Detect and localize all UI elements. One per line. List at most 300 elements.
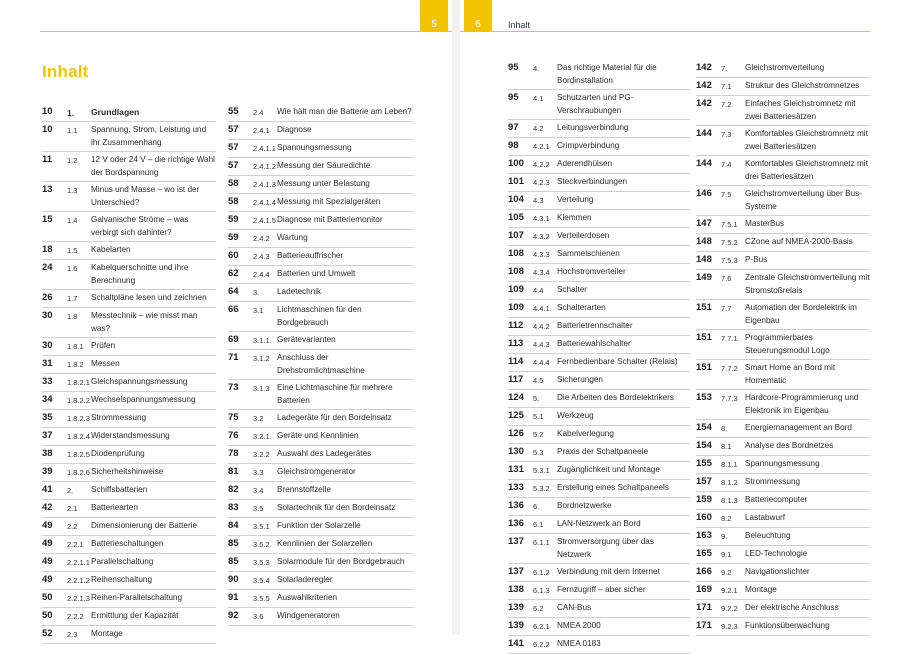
toc-section-title: MasterBus	[745, 219, 785, 228]
toc-page-number: 159	[696, 494, 712, 505]
toc-section-number: 2.3	[67, 630, 78, 639]
toc-page-number: 39	[42, 466, 53, 477]
toc-section-title: Hochstromverteiler	[557, 267, 626, 276]
toc-section-number: 7.	[721, 64, 728, 73]
toc-entry[interactable]	[228, 464, 414, 482]
toc-section-title: Erstellung eines Schaltpaneels	[557, 483, 669, 492]
toc-section-number: 4.4.1	[533, 304, 550, 313]
toc-page-number: 85	[228, 538, 239, 549]
toc-page-number: 34	[42, 394, 53, 405]
toc-entry[interactable]	[228, 428, 414, 446]
toc-entry[interactable]	[696, 126, 870, 156]
toc-section-title: Energiemanagement an Bord	[745, 423, 852, 432]
toc-entry[interactable]	[228, 266, 414, 284]
toc-entry[interactable]	[42, 590, 216, 608]
toc-section-number: 2.4.4	[253, 270, 270, 279]
toc-section-number: 2.4.1.2	[253, 162, 276, 171]
toc-entry[interactable]	[42, 410, 216, 428]
toc-section-title: Programmierbares Steuerungsmodul Logo	[745, 333, 830, 355]
toc-page-number: 113	[508, 338, 524, 349]
toc-page-number: 149	[696, 272, 712, 283]
toc-entry[interactable]	[42, 572, 216, 590]
toc-page-number: 112	[508, 320, 524, 331]
toc-page-number: 60	[228, 250, 239, 261]
toc-section-number: 2.4.1.3	[253, 180, 276, 189]
header-rule	[460, 31, 870, 32]
toc-entry[interactable]	[42, 260, 216, 290]
toc-page-number: 26	[42, 292, 53, 303]
toc-entry[interactable]	[228, 122, 414, 140]
toc-section-number: 9.2	[721, 568, 732, 577]
toc-entry[interactable]	[696, 252, 870, 270]
toc-section-title: Gleichstromverteilung über Bus-Systeme	[745, 189, 862, 211]
toc-entry[interactable]	[228, 554, 414, 572]
toc-entry[interactable]	[696, 330, 870, 360]
toc-entry[interactable]	[508, 618, 690, 636]
toc-entry[interactable]	[42, 182, 216, 212]
toc-section-title: Beleuchtung	[745, 531, 791, 540]
toc-entry[interactable]	[228, 104, 414, 122]
toc-page-number: 57	[228, 160, 239, 171]
toc-entry[interactable]	[42, 536, 216, 554]
toc-page-number: 137	[508, 536, 524, 547]
toc-entry[interactable]	[228, 446, 414, 464]
toc-section-number: 3.5.4	[253, 576, 270, 585]
toc-entry[interactable]	[696, 390, 870, 420]
toc-section-number: 3.6	[253, 612, 264, 621]
toc-entry[interactable]	[508, 426, 690, 444]
toc-entry[interactable]	[508, 264, 690, 282]
toc-entry[interactable]	[228, 482, 414, 500]
toc-page-number: 15	[42, 214, 53, 225]
toc-page-number: 126	[508, 428, 524, 439]
toc-section-title: Montage	[745, 585, 777, 594]
toc-section-number: 3.1.2	[253, 354, 270, 363]
toc-section-title: Galvanische Ströme – was verbirgt sich dahinter?	[91, 215, 189, 237]
toc-entry[interactable]	[508, 516, 690, 534]
toc-section-title: Verteilung	[557, 195, 594, 204]
toc-entry[interactable]	[228, 590, 414, 608]
toc-page-number: 144	[696, 158, 712, 169]
toc-section-title: Wechselspannungsmessung	[91, 395, 196, 404]
toc-section-title: Diagnose mit Batteriemonitor	[277, 215, 383, 224]
toc-entry[interactable]	[228, 332, 414, 350]
toc-page-number: 59	[228, 214, 239, 225]
toc-entry[interactable]	[508, 480, 690, 498]
toc-entry[interactable]	[508, 408, 690, 426]
toc-entry[interactable]	[42, 392, 216, 410]
toc-section-number: 2.2.1	[67, 540, 84, 549]
toc-page-number: 154	[696, 422, 712, 433]
toc-section-title: Geräte und Kennlinien	[277, 431, 359, 440]
toc-page-number: 148	[696, 254, 712, 265]
toc-entry[interactable]	[228, 350, 414, 380]
toc-entry[interactable]	[508, 210, 690, 228]
toc-section-title: Grundlagen	[91, 107, 140, 117]
toc-section-title: Solarladeregler	[277, 575, 333, 584]
toc-entry[interactable]	[508, 462, 690, 480]
toc-section-number: 7.7.3	[721, 394, 738, 403]
toc-section-number: 1.5	[67, 246, 78, 255]
toc-entry[interactable]	[508, 600, 690, 618]
toc-entry[interactable]	[696, 564, 870, 582]
toc-column-1	[42, 104, 216, 644]
toc-page-number: 57	[228, 142, 239, 153]
toc-section-number: 4.3.1	[533, 214, 550, 223]
toc-page-number: 114	[508, 356, 524, 367]
toc-page-number: 104	[508, 194, 524, 205]
toc-section-number: 3.5	[253, 504, 264, 513]
toc-entry[interactable]	[228, 410, 414, 428]
toc-section-number: 1.8.2.5	[67, 450, 90, 459]
toc-page-number: 11	[42, 154, 53, 165]
toc-entry[interactable]	[42, 308, 216, 338]
toc-page-number: 165	[696, 548, 712, 559]
toc-page-number: 76	[228, 430, 239, 441]
toc-section-title: Gerätevarianten	[277, 335, 336, 344]
toc-entry[interactable]	[42, 626, 216, 644]
toc-column-3	[508, 60, 690, 654]
toc-section-number: 7.5	[721, 190, 732, 199]
toc-page-number: 108	[508, 248, 524, 259]
toc-section-title: Gleichstromverteilung	[745, 63, 825, 72]
toc-entry[interactable]	[696, 216, 870, 234]
toc-entry[interactable]	[42, 464, 216, 482]
toc-page-number: 142	[696, 98, 712, 109]
toc-section-title: Batterietrennschalter	[557, 321, 633, 330]
toc-section-title: Messtechnik – wie misst man was?	[91, 311, 198, 333]
toc-entry[interactable]	[228, 140, 414, 158]
toc-page-number: 144	[696, 128, 712, 139]
toc-page-number: 108	[508, 266, 524, 277]
toc-entry[interactable]	[508, 444, 690, 462]
toc-entry[interactable]	[228, 518, 414, 536]
toc-section-title: Minus und Masse – wo ist der Unterschied?	[91, 185, 200, 207]
toc-section-title: Fernzugriff – aber sicher	[557, 585, 646, 594]
toc-entry[interactable]	[508, 564, 690, 582]
toc-page-number: 95	[508, 92, 519, 103]
toc-section-number: 1.8.2	[67, 360, 84, 369]
toc-page-number: 141	[508, 638, 524, 649]
toc-page-number: 83	[228, 502, 239, 513]
toc-section-title: CAN-Bus	[557, 603, 592, 612]
toc-section-title: P-Bus	[745, 255, 768, 264]
toc-section-title: Schiffsbatterien	[91, 485, 148, 494]
toc-entry[interactable]	[508, 228, 690, 246]
toc-entry[interactable]	[42, 338, 216, 356]
toc-section-number: 7.2	[721, 100, 732, 109]
toc-entry[interactable]	[228, 608, 414, 626]
toc-page-number: 85	[228, 556, 239, 567]
toc-page-number: 49	[42, 520, 53, 531]
toc-section-title: Messen	[91, 359, 120, 368]
toc-section-number: 7.7	[721, 304, 732, 313]
toc-entry[interactable]	[696, 528, 870, 546]
toc-entry[interactable]	[42, 554, 216, 572]
toc-section-title: Analyse des Bordnetzes	[745, 441, 834, 450]
toc-entry[interactable]	[508, 354, 690, 372]
toc-entry[interactable]	[42, 242, 216, 260]
toc-section-number: 2.4.1	[253, 126, 270, 135]
toc-section-title: Zugänglichkeit und Montage	[557, 465, 660, 474]
toc-entry[interactable]	[228, 572, 414, 590]
toc-section-title: Navigationslichter	[745, 567, 810, 576]
toc-section-title: Eine Lichtmaschine für mehrere Batterien	[277, 383, 393, 405]
toc-entry[interactable]	[228, 248, 414, 266]
toc-entry[interactable]	[228, 176, 414, 194]
toc-entry[interactable]	[696, 60, 870, 78]
toc-entry[interactable]	[42, 446, 216, 464]
toc-entry[interactable]	[228, 380, 414, 410]
toc-section-title: Spannung, Strom, Leistung und ihr Zusammenhang	[91, 125, 207, 147]
toc-section-title: Werkzeug	[557, 411, 594, 420]
toc-entry[interactable]	[696, 270, 870, 300]
toc-entry[interactable]	[696, 474, 870, 492]
toc-entry[interactable]	[42, 482, 216, 500]
toc-entry[interactable]	[508, 498, 690, 516]
toc-entry[interactable]	[696, 420, 870, 438]
toc-section-title: 12 V oder 24 V – die richtige Wahl der Bordspannung	[91, 155, 215, 177]
toc-entry[interactable]	[42, 608, 216, 626]
toc-page-number: 75	[228, 412, 239, 423]
toc-section-number: 3.2	[253, 414, 264, 423]
toc-entry[interactable]	[42, 290, 216, 308]
toc-section-number: 4.4.2	[533, 322, 550, 331]
toc-section-title: Sicherungen	[557, 375, 603, 384]
toc-section-number: 9.2.2	[721, 604, 738, 613]
toc-section-title: Wie hält man die Batterie am Leben?	[277, 107, 412, 116]
toc-section-title: Messung unter Belastung	[277, 179, 370, 188]
toc-entry[interactable]	[696, 300, 870, 330]
toc-section-title: Auswahlkriterien	[277, 593, 338, 602]
toc-section-title: Gleichspannungsmessung	[91, 377, 188, 386]
toc-entry[interactable]	[508, 636, 690, 654]
toc-section-number: 2.2.1.3	[67, 594, 90, 603]
toc-page-number: 42	[42, 502, 53, 513]
toc-entry[interactable]	[42, 212, 216, 242]
toc-entry[interactable]	[696, 186, 870, 216]
toc-section-number: 2.4	[253, 108, 264, 117]
toc-section-number: 6.1.1	[533, 538, 550, 547]
toc-entry[interactable]	[696, 438, 870, 456]
toc-entry[interactable]	[696, 618, 870, 636]
toc-section-title: Struktur des Gleichstromnetzes	[745, 81, 860, 90]
toc-section-number: 2.2.1.1	[67, 558, 90, 567]
toc-section-number: 4.4	[533, 286, 544, 295]
toc-section-title: Einfaches Gleichstromnetz mit zwei Batteriesätzen	[745, 99, 856, 121]
toc-entry[interactable]	[42, 428, 216, 446]
toc-page-number: 151	[696, 332, 712, 343]
toc-entry[interactable]	[508, 582, 690, 600]
toc-page-number: 52	[42, 628, 53, 639]
toc-section-title: Spannungsmessung	[745, 459, 820, 468]
toc-section-number: 9.2.3	[721, 622, 738, 631]
toc-section-title: Funktionsüberwachung	[745, 621, 830, 630]
toc-entry[interactable]	[228, 194, 414, 212]
toc-entry[interactable]	[42, 104, 216, 122]
toc-section-number: 1.1	[67, 126, 78, 135]
toc-entry[interactable]	[508, 138, 690, 156]
toc-section-title: Kabelquerschnitte und ihre Berechnung	[91, 263, 189, 285]
toc-section-number: 4.3	[533, 196, 544, 205]
toc-page-number: 109	[508, 302, 524, 313]
toc-entry[interactable]	[696, 582, 870, 600]
toc-section-number: 6.1.3	[533, 586, 550, 595]
toc-page-number: 31	[42, 358, 53, 369]
toc-section-number: 3.1.1	[253, 336, 270, 345]
header-rule	[40, 31, 452, 32]
toc-entry[interactable]	[508, 156, 690, 174]
toc-page-number: 49	[42, 538, 53, 549]
toc-entry[interactable]	[696, 78, 870, 96]
toc-page-number: 105	[508, 212, 524, 223]
toc-section-number: 6.	[533, 502, 540, 511]
toc-section-title: Smart Home an Bord mit Homematic	[745, 363, 836, 385]
toc-section-number: 3.2.2	[253, 450, 270, 459]
toc-section-number: 5.3	[533, 448, 544, 457]
toc-page-number: 10	[42, 124, 53, 135]
toc-page-number: 160	[696, 512, 712, 523]
toc-entry[interactable]	[696, 96, 870, 126]
toc-entry[interactable]	[508, 90, 690, 120]
toc-entry[interactable]	[508, 282, 690, 300]
toc-entry[interactable]	[228, 302, 414, 332]
toc-entry[interactable]	[696, 456, 870, 474]
toc-entry[interactable]	[696, 360, 870, 390]
toc-section-title: CZone auf NMEA-2000-Basis	[745, 237, 853, 246]
toc-entry[interactable]	[42, 356, 216, 374]
toc-section-number: 8.	[721, 424, 728, 433]
page-number-tab: 5	[420, 0, 448, 32]
toc-section-number: 5.1	[533, 412, 544, 421]
toc-section-number: 7.6	[721, 274, 732, 283]
toc-page-number: 166	[696, 566, 712, 577]
toc-section-title: Diodenprüfung	[91, 449, 145, 458]
toc-entry[interactable]	[696, 234, 870, 252]
toc-page-number: 171	[696, 602, 712, 613]
toc-section-title: Strommessung	[745, 477, 801, 486]
toc-page-number: 157	[696, 476, 712, 487]
toc-section-number: 2.4.1.4	[253, 198, 276, 207]
toc-section-number: 7.5.1	[721, 220, 738, 229]
toc-entry[interactable]	[508, 534, 690, 564]
toc-page-number: 107	[508, 230, 524, 241]
toc-entry[interactable]	[508, 372, 690, 390]
toc-section-title: LAN-Netzwerk an Bord	[557, 519, 641, 528]
toc-section-number: 4.1	[533, 94, 544, 103]
toc-section-title: Batterien und Umwelt	[277, 269, 356, 278]
toc-entry[interactable]	[42, 122, 216, 152]
toc-section-number: 3.5.2	[253, 540, 270, 549]
toc-page-number: 101	[508, 176, 524, 187]
toc-section-number: 2.4.1.5	[253, 216, 276, 225]
toc-section-number: 4.2.1	[533, 142, 550, 151]
toc-page-number: 57	[228, 124, 239, 135]
toc-page-number: 131	[508, 464, 524, 475]
toc-section-title: Reihenschaltung	[91, 575, 152, 584]
toc-entry[interactable]	[508, 120, 690, 138]
toc-entry[interactable]	[228, 158, 414, 176]
toc-section-title: Messung der Säuredichte	[277, 161, 371, 170]
toc-page-number: 37	[42, 430, 53, 441]
toc-entry[interactable]	[508, 174, 690, 192]
toc-entry[interactable]	[508, 390, 690, 408]
toc-section-number: 9.	[721, 532, 728, 541]
toc-entry[interactable]	[696, 156, 870, 186]
toc-section-number: 3.	[253, 288, 260, 297]
toc-entry[interactable]	[696, 546, 870, 564]
toc-entry[interactable]	[508, 300, 690, 318]
toc-section-title: Kabelverlegung	[557, 429, 614, 438]
toc-page-number: 58	[228, 178, 239, 189]
toc-section-title: Montage	[91, 629, 123, 638]
toc-page-number: 148	[696, 236, 712, 247]
toc-section-number: 7.7.2	[721, 364, 738, 373]
toc-entry[interactable]	[696, 600, 870, 618]
toc-page-number: 136	[508, 518, 524, 529]
toc-entry[interactable]	[228, 500, 414, 518]
toc-entry[interactable]	[228, 536, 414, 554]
toc-entry[interactable]	[42, 518, 216, 536]
toc-entry[interactable]	[696, 510, 870, 528]
toc-section-title: Schaltpläne lesen und zeichnen	[91, 293, 207, 302]
toc-section-title: Parallelschaltung	[91, 557, 154, 566]
toc-section-number: 2.2.1.2	[67, 576, 90, 585]
toc-entry[interactable]	[508, 192, 690, 210]
toc-section-number: 8.1.2	[721, 478, 738, 487]
toc-section-number: 6.2.2	[533, 640, 550, 649]
toc-section-number: 4.4.3	[533, 340, 550, 349]
toc-section-title: Windgeneratoren	[277, 611, 340, 620]
toc-entry[interactable]	[228, 284, 414, 302]
toc-entry[interactable]	[508, 60, 690, 90]
toc-section-title: Crimpverbindung	[557, 141, 620, 150]
toc-entry[interactable]	[42, 500, 216, 518]
toc-section-title: Zentrale Gleichstromverteilung mit Stromstoßrelais	[745, 273, 870, 295]
toc-entry[interactable]	[42, 152, 216, 182]
toc-page-number: 84	[228, 520, 239, 531]
toc-section-title: Sammelschienen	[557, 249, 620, 258]
toc-section-title: Ladegeräte für den Bordeinsatz	[277, 413, 392, 422]
toc-entry[interactable]	[228, 230, 414, 248]
toc-section-title: Steckverbindungen	[557, 177, 628, 186]
toc-entry[interactable]	[228, 212, 414, 230]
toc-section-number: 7.1	[721, 82, 732, 91]
toc-section-number: 3.1	[253, 306, 264, 315]
toc-section-title: Spannungsmessung	[277, 143, 352, 152]
toc-entry[interactable]	[508, 336, 690, 354]
page-title: Inhalt	[42, 62, 89, 81]
toc-page-number: 30	[42, 310, 53, 321]
toc-section-number: 1.8	[67, 312, 78, 321]
book-gutter	[452, 0, 460, 635]
toc-page-number: 50	[42, 592, 53, 603]
toc-section-title: NMEA 2000	[557, 621, 601, 630]
toc-section-title: Praxis der Schaltpaneele	[557, 447, 649, 456]
toc-section-title: LED-Technologie	[745, 549, 808, 558]
toc-entry[interactable]	[42, 374, 216, 392]
toc-entry[interactable]	[508, 318, 690, 336]
toc-page-number: 124	[508, 392, 524, 403]
toc-page-number: 92	[228, 610, 239, 621]
toc-section-title: Dimensionierung der Batterie	[91, 521, 198, 530]
toc-page-number: 139	[508, 620, 524, 631]
toc-entry[interactable]	[508, 246, 690, 264]
toc-section-title: Fernbedienbare Schalter (Relais)	[557, 357, 678, 366]
toc-section-number: 4.3.3	[533, 250, 550, 259]
toc-section-title: Auswahl des Ladegerätes	[277, 449, 372, 458]
toc-entry[interactable]	[696, 492, 870, 510]
